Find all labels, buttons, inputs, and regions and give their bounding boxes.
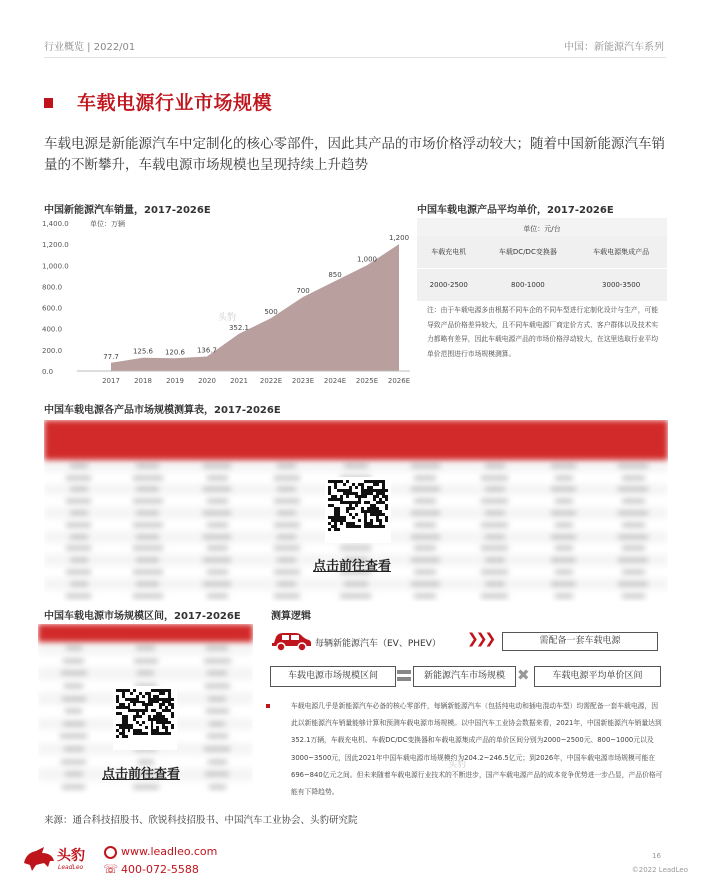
y-tick-label: 200.0 (42, 346, 63, 355)
header-right: 中国：新能源汽车系列 (564, 42, 664, 53)
equals-icon (397, 670, 411, 681)
header-left: 行业概览 | 2022/01 (44, 42, 136, 53)
price-unit: 单位：元/台 (417, 218, 667, 240)
price-value-1: 2000-2500 (417, 269, 481, 302)
formula-result: 车载电源市场规模区间 (270, 666, 396, 687)
watermark: 头豹 (448, 760, 467, 770)
y-tick-label: 1,200.0 (42, 241, 69, 250)
need-box: 需配备一套车载电源 (502, 632, 658, 651)
range-section-title: 中国车载电源市场规模区间，2017-2026E (44, 611, 241, 622)
data-label: 1,000 (356, 255, 378, 264)
x-tick-label: 2023E (291, 377, 315, 385)
y-tick-label: 600.0 (42, 304, 63, 313)
qr-code (325, 477, 391, 543)
data-label: 1,200 (389, 234, 410, 243)
web-icon (104, 846, 117, 859)
price-table (417, 236, 667, 302)
price-header-1: 车载充电机 (417, 236, 481, 269)
page-number: 16 (652, 852, 661, 860)
y-tick-label: 1,000.0 (42, 262, 69, 271)
qr-code-2 (113, 686, 177, 750)
price-note: 注：由于车载电源多由根据不同车企的不同车型进行定制化设计与生产，可能导致产品价格差异较大，且不同车载电源厂商定价方式、客户群体以及技术实力都略有差异，因此车载电源产品的市场价格浮动较大，在这里选取行业平均单价范围进行市场规模测算。 (427, 306, 659, 358)
data-label: 77.7 (103, 352, 119, 361)
formula-price: 车载电源平均单价区间 (534, 666, 661, 687)
table-section-title: 中国车载电源各产品市场规模测算表，2017-2026E (44, 405, 281, 416)
x-tick-label: 2021 (230, 377, 248, 385)
sales-area (111, 244, 399, 371)
y-tick-label: 1,400.0 (42, 220, 69, 228)
source-text: 来源：通合科技招股书、欣锐科技招股书、中国汽车工业协会、头豹研究院 (44, 815, 358, 826)
data-label: 700 (296, 287, 310, 295)
chart-watermark: 头豹 (218, 313, 237, 323)
x-tick-label: 2024E (323, 377, 347, 385)
formula-market: 新能源汽车市场规模 (413, 666, 516, 687)
x-tick-label: 2022E (259, 377, 283, 385)
title-marker (44, 98, 53, 108)
copyright: ©2022 LeadLeo (631, 866, 688, 874)
data-label: 125.6 (132, 347, 154, 356)
intro-text: 车载电源是新能源汽车中定制化的核心零部件，因此其产品的市场价格浮动较大；随着中国新能源汽车销量的不断攀升，车载电源市场规模也呈现持续上升趋势 (44, 136, 665, 173)
car-icon (270, 625, 312, 653)
logic-title: 测算逻辑 (271, 611, 311, 622)
data-label: 850 (328, 271, 342, 280)
y-tick-label: 0.0 (42, 368, 54, 376)
price-title: 中国车载电源产品平均单价，2017-2026E (417, 205, 614, 216)
multiply-icon: ✖ (517, 666, 530, 684)
x-tick-label: 2017 (102, 377, 120, 385)
y-tick-label: 400.0 (42, 325, 63, 334)
logic-description: 车载电源几乎是新能源汽车必备的核心零部件，每辆新能源汽车（包括纯电动和插电混动车型）均需配备一套车载电源，因此以新能源汽车销量能够计算和预测车载电源市场规模。以中国汽车工业协会数据来看，2021年，中国新能源汽车销量达到352.1万辆，车载充电机、车载DC/DC变换器和车载电源集成产品的单价区间分别为2000~2500元、800~1000元以及3000~3500元，因此2021年中国车载电源市场规模约为204.2~246.5亿元；到2026年，中国车载电源市场规模可能在696~840亿元之间。但未来随着车载电源行业技术的不断进步，国产车载电源产品的成本竞争优势进一步凸显，产品价格可能有下降趋势。 (291, 702, 663, 797)
price-value-2: 800-1000 (481, 269, 576, 302)
chart-title: 中国新能源汽车销量，2017-2026E (44, 205, 211, 216)
leopard-logo-icon (22, 845, 56, 873)
price-value-3: 3000-3500 (575, 269, 667, 302)
data-label: 352.1 (228, 323, 250, 332)
page-title: 车载电源行业市场规模 (77, 92, 273, 114)
phone-number: 400-072-5588 (121, 863, 199, 876)
phone-icon: ☏ (103, 862, 119, 876)
header-divider (44, 57, 666, 58)
chevron-right-icon: ❯❯❯ (467, 631, 494, 647)
brand-en: LeadLeo (58, 864, 84, 871)
car-label: 每辆新能源汽车（EV、PHEV） (315, 639, 441, 649)
sales-area-chart (40, 214, 412, 386)
view-table-link[interactable]: 点击前往查看 (313, 559, 392, 574)
x-tick-label: 2025E (355, 377, 379, 385)
data-label: 120.6 (164, 348, 186, 357)
y-unit-label: 单位：万辆 (90, 220, 125, 228)
x-tick-label: 2018 (134, 377, 152, 385)
bullet-icon (266, 704, 270, 708)
data-label: 500 (264, 308, 278, 317)
price-header-3: 车载电源集成产品 (575, 236, 667, 269)
price-header-2: 车载DC/DC变换器 (481, 236, 576, 269)
y-tick-label: 800.0 (42, 283, 63, 292)
x-tick-label: 2026E (387, 377, 411, 385)
x-tick-label: 2020 (198, 377, 216, 385)
website-link[interactable]: www.leadleo.com (121, 845, 218, 858)
view-range-link[interactable]: 点击前往查看 (102, 767, 181, 782)
x-tick-label: 2019 (166, 377, 184, 385)
brand-name: 头豹 (57, 848, 85, 864)
data-label: 136.7 (196, 346, 218, 355)
